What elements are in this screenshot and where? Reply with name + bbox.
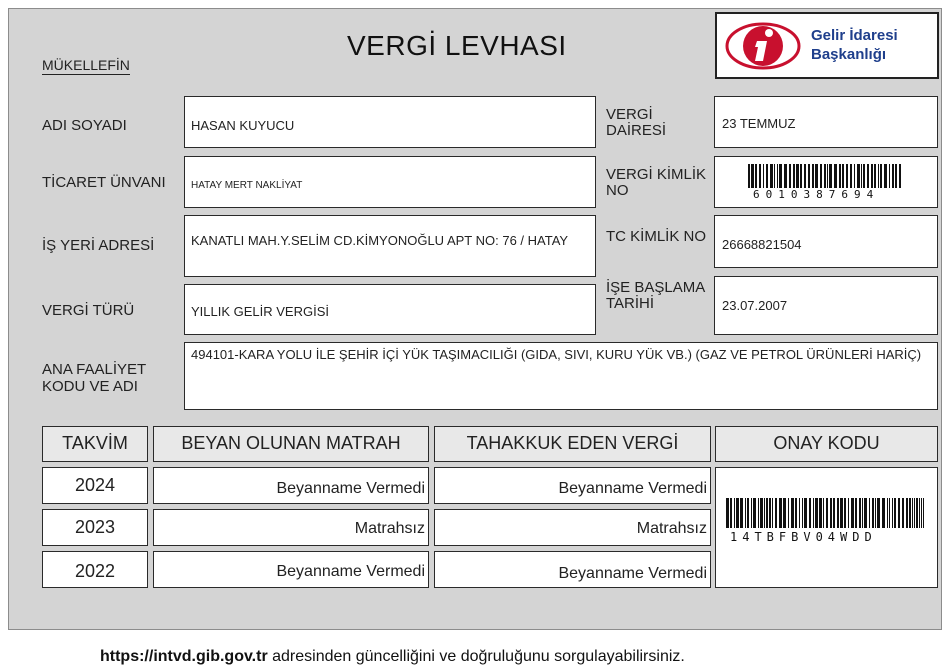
row-2024-vergi: Beyanname Vermedi: [434, 467, 711, 504]
ise-baslama-box: [714, 276, 938, 335]
logo-line2: Başkanlığı: [811, 46, 887, 63]
vergi-dairesi-box: [714, 96, 938, 148]
ise-baslama-label: İŞE BAŞLAMA TARİHİ: [606, 279, 705, 312]
gib-logo: [715, 12, 939, 79]
row-2024-matrah: Beyanname Vermedi: [153, 467, 429, 504]
adi-soyadi-value: HASAN KUYUCU: [191, 118, 295, 133]
footer-note: [100, 648, 685, 666]
vergi-turu-value: YILLIK GELİR VERGİSİ: [191, 304, 329, 319]
row-2024-year: 2024: [42, 467, 148, 504]
row-2022-vergi: Beyanname Vermedi: [434, 551, 711, 588]
row-2022-matrah: Beyanname Vermedi: [153, 551, 429, 588]
adi-soyadi-label: ADI SOYADI: [42, 117, 127, 134]
tc-kimlik-no-box: [714, 215, 938, 268]
vergi-turu-label: VERGİ TÜRÜ: [42, 302, 135, 319]
gib-logo-text: [811, 26, 898, 64]
vergi-dairesi-label: VERGİ DAİRESİ: [606, 106, 667, 139]
header-onay-kodu: ONAY KODU: [715, 426, 938, 462]
logo-line1: Gelir İdaresi: [811, 27, 898, 44]
vergi-turu-box: [184, 284, 596, 335]
row-2023-matrah: Matrahsız: [153, 509, 429, 546]
tc-kimlik-no-label: TC KİMLİK NO: [606, 228, 707, 245]
gib-emblem-icon: [725, 20, 805, 72]
header-tahakkuk-eden-vergi: TAHAKKUK EDEN VERGİ: [434, 426, 711, 462]
ana-faaliyet-box: [184, 342, 938, 410]
onay-kodu-cell: [715, 467, 938, 588]
mukellefin-label: MÜKELLEFİN: [42, 57, 130, 73]
vergi-kimlik-no-box: [714, 156, 938, 208]
onay-kodu-value: 14TBFBV04WDD: [730, 530, 877, 544]
header-beyan-olunan-matrah: BEYAN OLUNAN MATRAH: [153, 426, 429, 462]
ticaret-unvani-value: HATAY MERT NAKLİYAT: [191, 180, 303, 191]
vergi-kimlik-barcode: [748, 164, 903, 188]
row-2023-year: 2023: [42, 509, 148, 546]
adi-soyadi-box: [184, 96, 596, 148]
is-yeri-adresi-value: KANATLI MAH.Y.SELİM CD.KİMYONOĞLU APT NO: 76 / HATAY: [191, 233, 569, 248]
tc-kimlik-no-value: 26668821504: [722, 237, 802, 252]
header-takvim: TAKVİM: [42, 426, 148, 462]
footer-text: adresinden güncelliğini ve doğruluğunu sorgulayabilirsiniz.: [267, 648, 685, 665]
onay-kodu-barcode: [726, 498, 926, 528]
ana-faaliyet-label: ANA FAALİYET KODU VE ADI: [42, 361, 146, 395]
vergi-kimlik-no-label: VERGİ KİMLİK NO: [606, 166, 707, 199]
ise-baslama-value: 23.07.2007: [722, 298, 788, 313]
is-yeri-adresi-box: [184, 215, 596, 277]
ana-faaliyet-value: 494101-KARA YOLU İLE ŞEHİR İÇİ YÜK TAŞIMACILIĞI (GIDA, SIVI, KURU YÜK VB.) (GAZ VE PETROL ÜRÜNLERİ HARİÇ): [191, 347, 922, 362]
is-yeri-adresi-label: İŞ YERİ ADRESİ: [42, 237, 155, 254]
footer-url[interactable]: https://intvd.gib.gov.tr: [100, 648, 268, 665]
vergi-dairesi-value: 23 TEMMUZ: [722, 116, 796, 131]
document-title: VERGİ LEVHASI: [347, 30, 567, 61]
ticaret-unvani-label: TİCARET ÜNVANI: [42, 174, 166, 191]
vergi-kimlik-no-value: 6010387694: [753, 188, 880, 201]
row-2022-year: 2022: [42, 551, 148, 588]
row-2023-vergi: Matrahsız: [434, 509, 711, 546]
ticaret-unvani-box: [184, 156, 596, 208]
